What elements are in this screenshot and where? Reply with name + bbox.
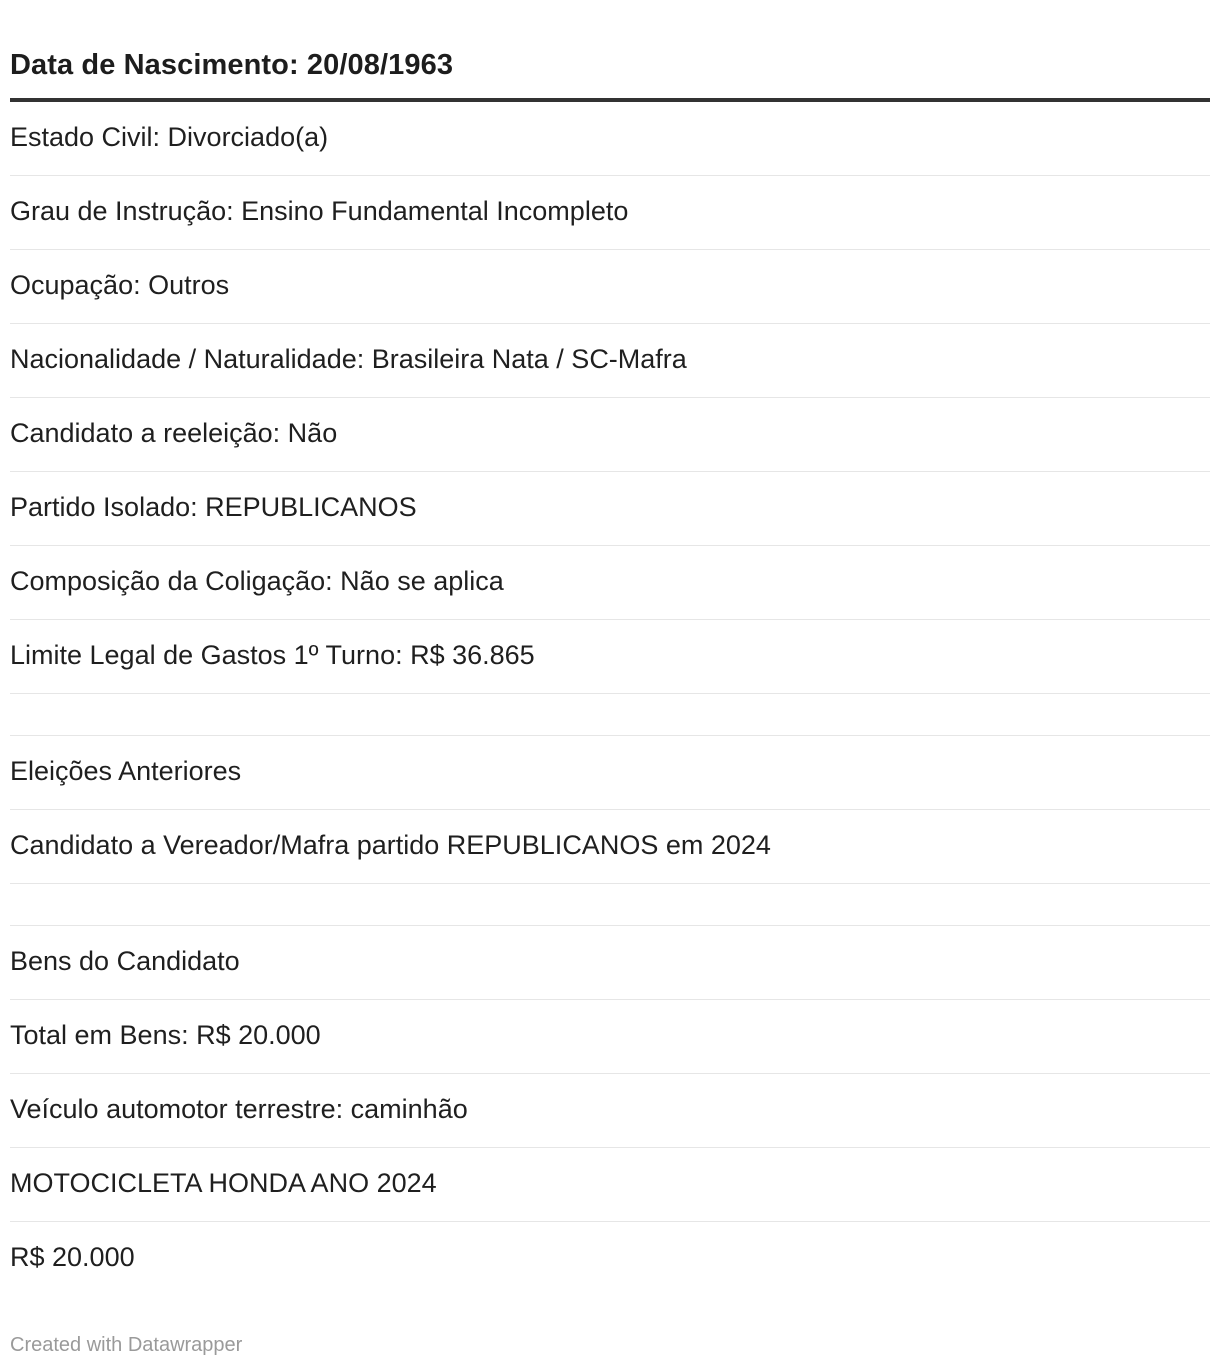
table-row-candidatura-2024 [10, 810, 1210, 884]
table-cell: MOTOCICLETA HONDA ANO 2024 [10, 1168, 437, 1198]
table-cell: Grau de Instrução: Ensino Fundamental Incompleto [10, 196, 629, 226]
table-cell: Composição da Coligação: Não se aplica [10, 566, 504, 596]
table-cell: Candidato a Vereador/Mafra partido REPUBLICANOS em 2024 [10, 830, 771, 860]
table-row-reeleicao [10, 398, 1210, 472]
table-row-spacer [10, 694, 1210, 736]
table-row-ocupacao [10, 250, 1210, 324]
table-header [10, 0, 1210, 102]
table-cell: Candidato a reeleição: Não [10, 418, 338, 448]
table-row-limite-gastos [10, 620, 1210, 694]
table-row-grau-instrucao [10, 176, 1210, 250]
header-title: Data de Nascimento: 20/08/1963 [10, 49, 454, 81]
table-cell: Veículo automotor terrestre: caminhão [10, 1094, 468, 1124]
table-cell: R$ 20.000 [10, 1242, 135, 1272]
table-row-coligacao [10, 546, 1210, 620]
table-row-veiculo [10, 1074, 1210, 1148]
table-row-eleicoes-anteriores [10, 736, 1210, 810]
table-cell: Bens do Candidato [10, 946, 240, 976]
table-row-total-bens [10, 1000, 1210, 1074]
table-row-nacionalidade [10, 324, 1210, 398]
table-cell: Partido Isolado: REPUBLICANOS [10, 492, 417, 522]
table-row-valor [10, 1222, 1210, 1295]
table-cell: Ocupação: Outros [10, 270, 230, 300]
table-cell: Nacionalidade / Naturalidade: Brasileira Nata / SC-Mafra [10, 344, 687, 374]
table-row-motocicleta [10, 1148, 1210, 1222]
table-row-partido [10, 472, 1210, 546]
table-cell: Eleições Anteriores [10, 756, 242, 786]
table-row-bens-candidato [10, 926, 1210, 1000]
table-row-spacer [10, 884, 1210, 926]
table-row-estado-civil [10, 102, 1210, 176]
datawrapper-credit: Created with Datawrapper [10, 1334, 243, 1356]
table-cell: Estado Civil: Divorciado(a) [10, 122, 329, 152]
table-cell: Total em Bens: R$ 20.000 [10, 1020, 321, 1050]
table-cell: Limite Legal de Gastos 1º Turno: R$ 36.865 [10, 640, 535, 670]
data-table [10, 0, 1210, 1295]
